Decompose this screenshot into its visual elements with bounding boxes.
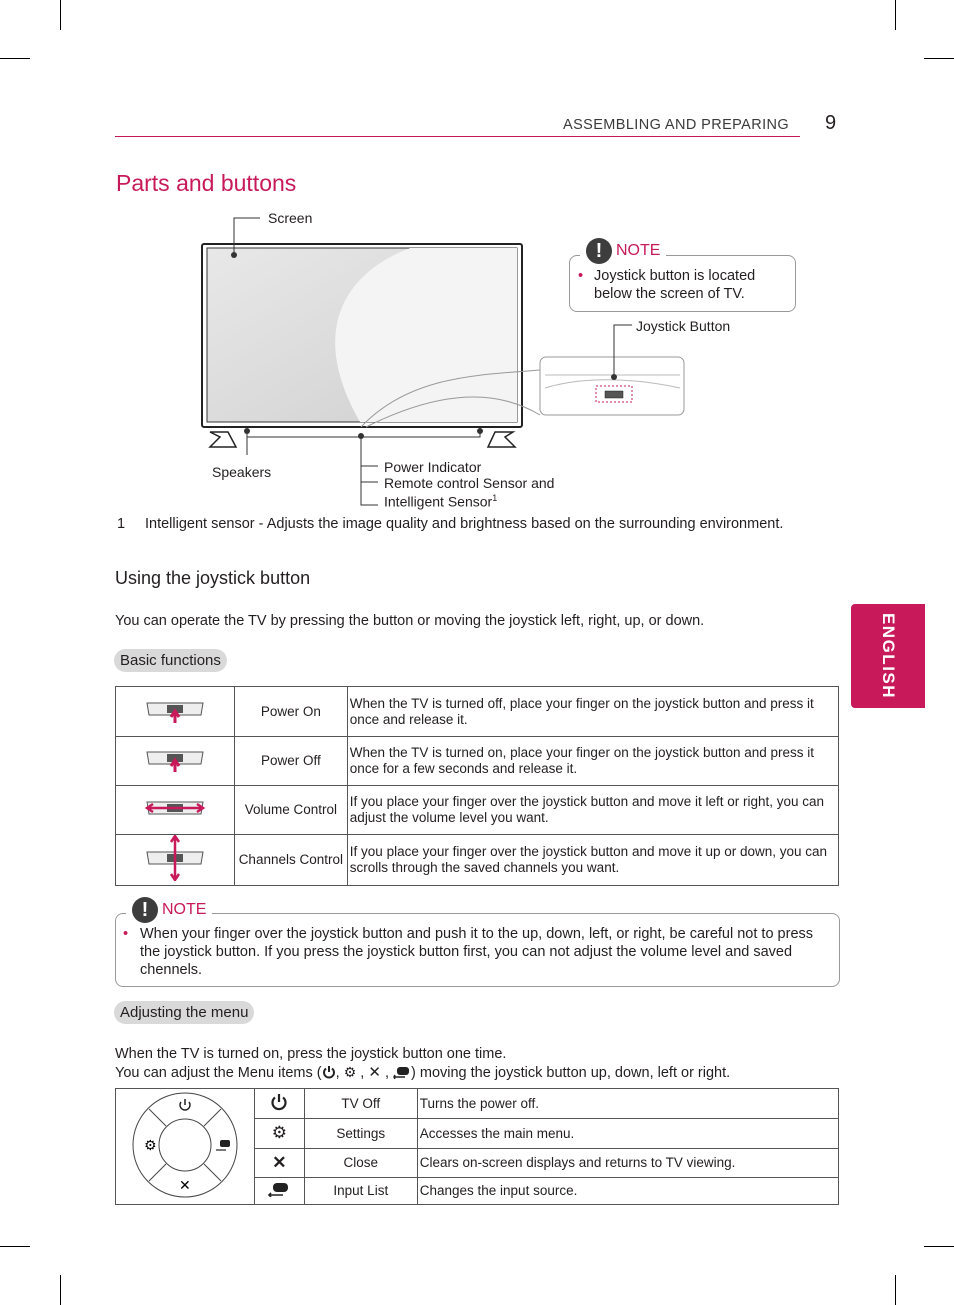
note-bullet: • When your finger over the joystick button and push it to the up, down, left, or right, be careful not to press the joystick button. If you press the joystick button first, you can not adjust the volume level and saved chennels. xyxy=(123,926,814,978)
crop-mark xyxy=(0,1246,30,1247)
table-row xyxy=(116,1089,839,1119)
menu-item-name: Close xyxy=(304,1149,417,1178)
crop-mark xyxy=(0,58,30,59)
language-tab xyxy=(851,604,925,708)
function-description: If you place your finger over the joystick button and move it left or right, you can adjust the volume level you want. xyxy=(347,786,838,835)
adjusting-menu-pill: Adjusting the menu xyxy=(114,1001,254,1024)
function-icon-cell xyxy=(116,835,235,886)
power-indicator-label: Power Indicator xyxy=(384,459,482,475)
joystick-button-label: Joystick Button xyxy=(636,318,731,334)
speakers-label: Speakers xyxy=(212,464,272,480)
function-description: If you place your finger over the joystick button and move it up or down, you can scrolls through the saved channels you want. xyxy=(347,835,838,886)
function-icon-cell xyxy=(116,786,235,835)
note-tag: ! NOTE xyxy=(580,238,666,264)
menu-intro-line2: You can adjust the Menu items ( , ⚙ , ✕ , ) moving the joystick button up, down, left or right. xyxy=(115,1064,731,1081)
menu-icon-cell xyxy=(254,1119,304,1149)
gear-icon: ⚙ xyxy=(343,1064,357,1080)
joystick-left-right-icon xyxy=(143,793,207,823)
section-heading: Using the joystick button xyxy=(115,568,311,588)
crop-mark xyxy=(924,58,954,59)
intelligent-sensor-label: Intelligent Sensor$^1$ xyxy=(384,493,498,510)
basic-functions-pill: Basic functions xyxy=(114,649,227,672)
crop-mark xyxy=(60,0,61,30)
menu-item-name: TV Off xyxy=(304,1089,417,1119)
table-row xyxy=(116,835,839,886)
crop-mark xyxy=(924,1246,954,1247)
menu-item-name: Settings xyxy=(304,1119,417,1149)
close-icon: ✕ xyxy=(178,1177,191,1194)
table-row xyxy=(116,737,839,786)
menu-intro-line1: When the TV is turned on, press the joystick button one time. xyxy=(115,1046,507,1062)
exclamation-icon: ! xyxy=(586,238,612,264)
joystick-intro: You can operate the TV by pressing the button or moving the joystick left, right, up, or down. xyxy=(115,613,705,629)
screen-label: Screen xyxy=(268,210,313,226)
gear-icon: ⚙ xyxy=(271,1123,288,1142)
menu-item-description: Accesses the main menu. xyxy=(417,1119,838,1149)
joystick-press-icon xyxy=(145,744,205,774)
menu-item-description: Clears on-screen displays and returns to TV viewing. xyxy=(417,1149,838,1178)
footnote-text: Intelligent sensor - Adjusts the image quality and brightness based on the surrounding environment. xyxy=(145,516,784,532)
joystick-up-down-icon xyxy=(145,835,205,881)
crop-mark xyxy=(60,1275,61,1305)
crop-mark xyxy=(895,0,896,30)
language-tab-label: ENGLISH xyxy=(879,612,898,700)
menu-icon-cell xyxy=(254,1178,304,1205)
bullet-icon: • xyxy=(578,268,584,284)
function-icon-cell xyxy=(116,687,235,737)
basic-functions-table xyxy=(115,686,839,886)
power-icon xyxy=(322,1065,336,1079)
note-bullet: • Joystick button is located below the screen of TV. xyxy=(578,268,756,302)
bullet-icon: • xyxy=(123,926,129,942)
close-icon: ✕ xyxy=(272,1152,287,1172)
function-icon-cell xyxy=(116,737,235,786)
function-name: Volume Control xyxy=(234,786,347,835)
footnote-number: 1 xyxy=(117,516,126,532)
input-icon xyxy=(268,1181,290,1197)
power-indicator-leader xyxy=(361,436,378,505)
joystick-press-icon xyxy=(145,695,205,725)
table-row xyxy=(116,786,839,835)
input-icon xyxy=(393,1065,411,1079)
menu-item-description: Changes the input source. xyxy=(417,1178,838,1205)
function-description: When the TV is turned on, place your finger on the joystick button and press it once for a few seconds and release it. xyxy=(347,737,838,786)
tv-stand-left xyxy=(210,432,236,447)
gear-icon: ⚙ xyxy=(143,1137,157,1154)
menu-items-table xyxy=(115,1088,839,1205)
function-name: Power On xyxy=(234,687,347,737)
menu-icon-cell xyxy=(254,1089,304,1119)
power-icon xyxy=(270,1093,288,1111)
function-description: When the TV is turned off, place your finger on the joystick button and press it once and release it. xyxy=(347,687,838,737)
function-name: Channels Control xyxy=(234,835,347,886)
section-header: ASSEMBLING AND PREPARING xyxy=(563,117,790,133)
menu-diagram-cell xyxy=(116,1089,255,1205)
menu-item-name: Input List xyxy=(304,1178,417,1205)
table-row xyxy=(116,687,839,737)
menu-icon-cell xyxy=(254,1149,304,1178)
remote-sensor-label: Remote control Sensor and xyxy=(384,475,555,491)
joystick-button-image xyxy=(605,391,623,398)
tv-stand-right xyxy=(488,432,515,447)
joystick-menu-diagram xyxy=(130,1090,240,1200)
menu-item-description: Turns the power off. xyxy=(417,1089,838,1119)
exclamation-icon: ! xyxy=(132,897,158,923)
page-title: Parts and buttons xyxy=(116,170,297,196)
function-name: Power Off xyxy=(234,737,347,786)
crop-mark xyxy=(895,1275,896,1305)
page-number: 9 xyxy=(825,112,837,134)
close-icon: ✕ xyxy=(368,1064,381,1081)
header-rule xyxy=(115,136,800,137)
note-tag: ! NOTE xyxy=(126,897,212,923)
